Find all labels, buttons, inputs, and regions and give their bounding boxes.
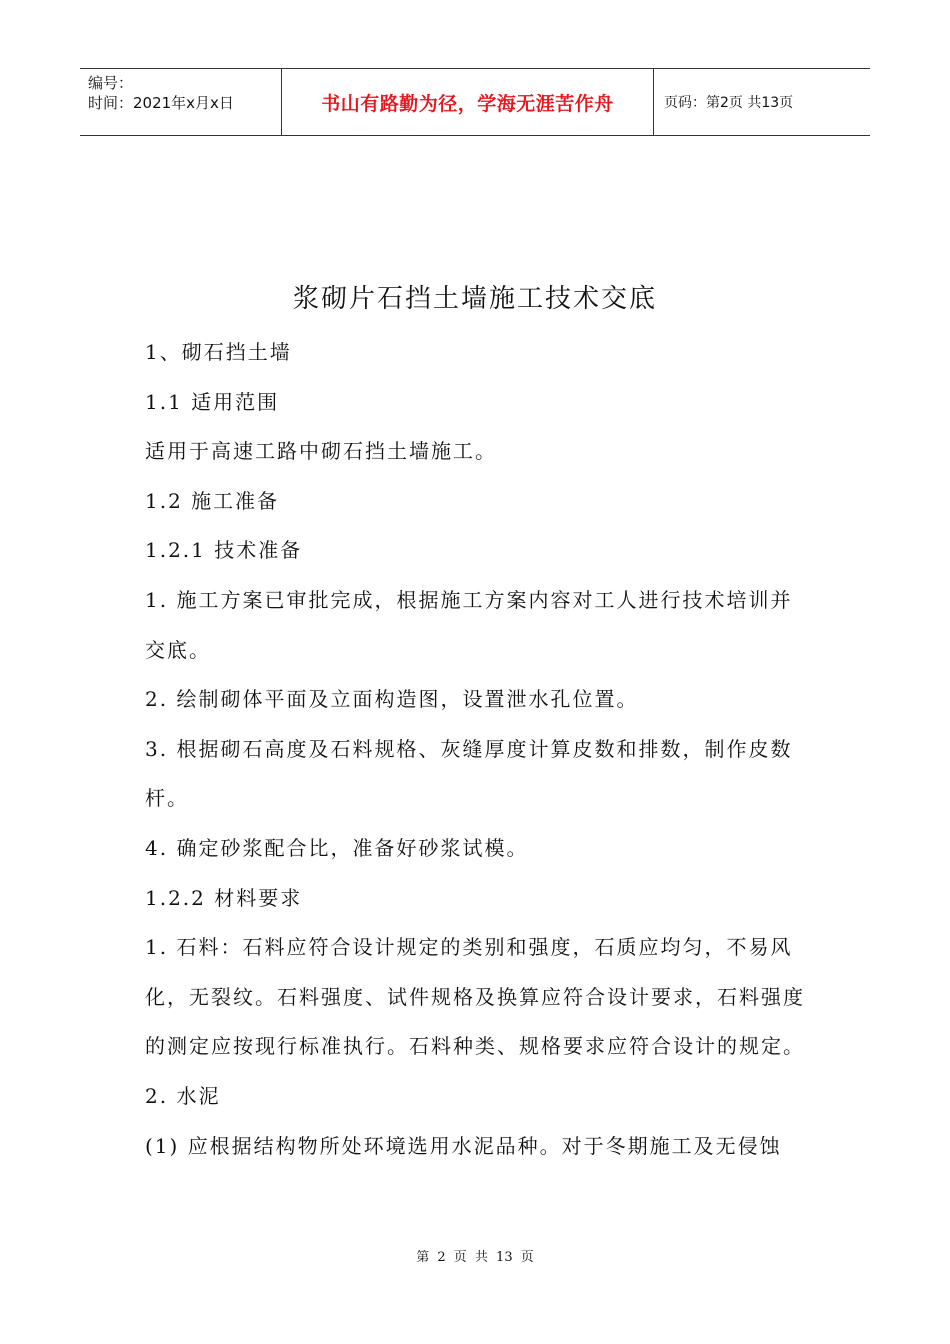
document-header xyxy=(80,68,870,136)
paragraph: 1.1 适用范围 xyxy=(145,389,280,414)
paragraph: 1.2.1 技术准备 xyxy=(145,538,303,563)
document-body xyxy=(145,328,810,1171)
document-title: 浆砌片石挡土墙施工技术交底 xyxy=(292,284,657,314)
header-meta xyxy=(80,69,282,135)
paragraph: 1.2.2 材料要求 xyxy=(145,885,303,910)
paragraph: 适用于高速工路中砌石挡土墙施工。 xyxy=(145,439,497,464)
paragraph: 1、砌石挡土墙 xyxy=(145,340,292,364)
header-number-label: 编号： xyxy=(88,74,134,92)
paragraph: (1) 应根据结构物所处环境选用水泥品种。对于冬期施工及无侵蚀 xyxy=(145,1133,782,1158)
paragraph: 2. 绘制砌体平面及立面构造图，设置泄水孔位置。 xyxy=(145,687,639,712)
header-motto: 书山有路勤为径，学海无涯苦作舟 xyxy=(282,69,654,135)
header-date: 时间：2021年x月x日 xyxy=(88,94,234,112)
paragraph: 2. 水泥 xyxy=(145,1083,221,1108)
paragraph: 1. 石料：石料应符合设计规定的类别和强度，石质应均匀，不易风化，无裂纹。石料强度、试件规格及换算应符合设计要求，石料强度的测定应按现行标准执行。石料种类、规格要求应符合设计的规定。 xyxy=(145,935,805,1059)
header-page-info: 页码：第2页 共13页 xyxy=(664,95,794,111)
paragraph: 1. 施工方案已审批完成，根据施工方案内容对工人进行技术培训并交底。 xyxy=(145,587,793,662)
paragraph: 1.2 施工准备 xyxy=(145,488,280,513)
paragraph: 4. 确定砂浆配合比，准备好砂浆试模。 xyxy=(145,835,529,860)
paragraph: 3. 根据砌石高度及石料规格、灰缝厚度计算皮数和排数，制作皮数杆。 xyxy=(145,736,793,811)
page-footer: 第 2 页 共 13 页 xyxy=(416,1250,534,1265)
